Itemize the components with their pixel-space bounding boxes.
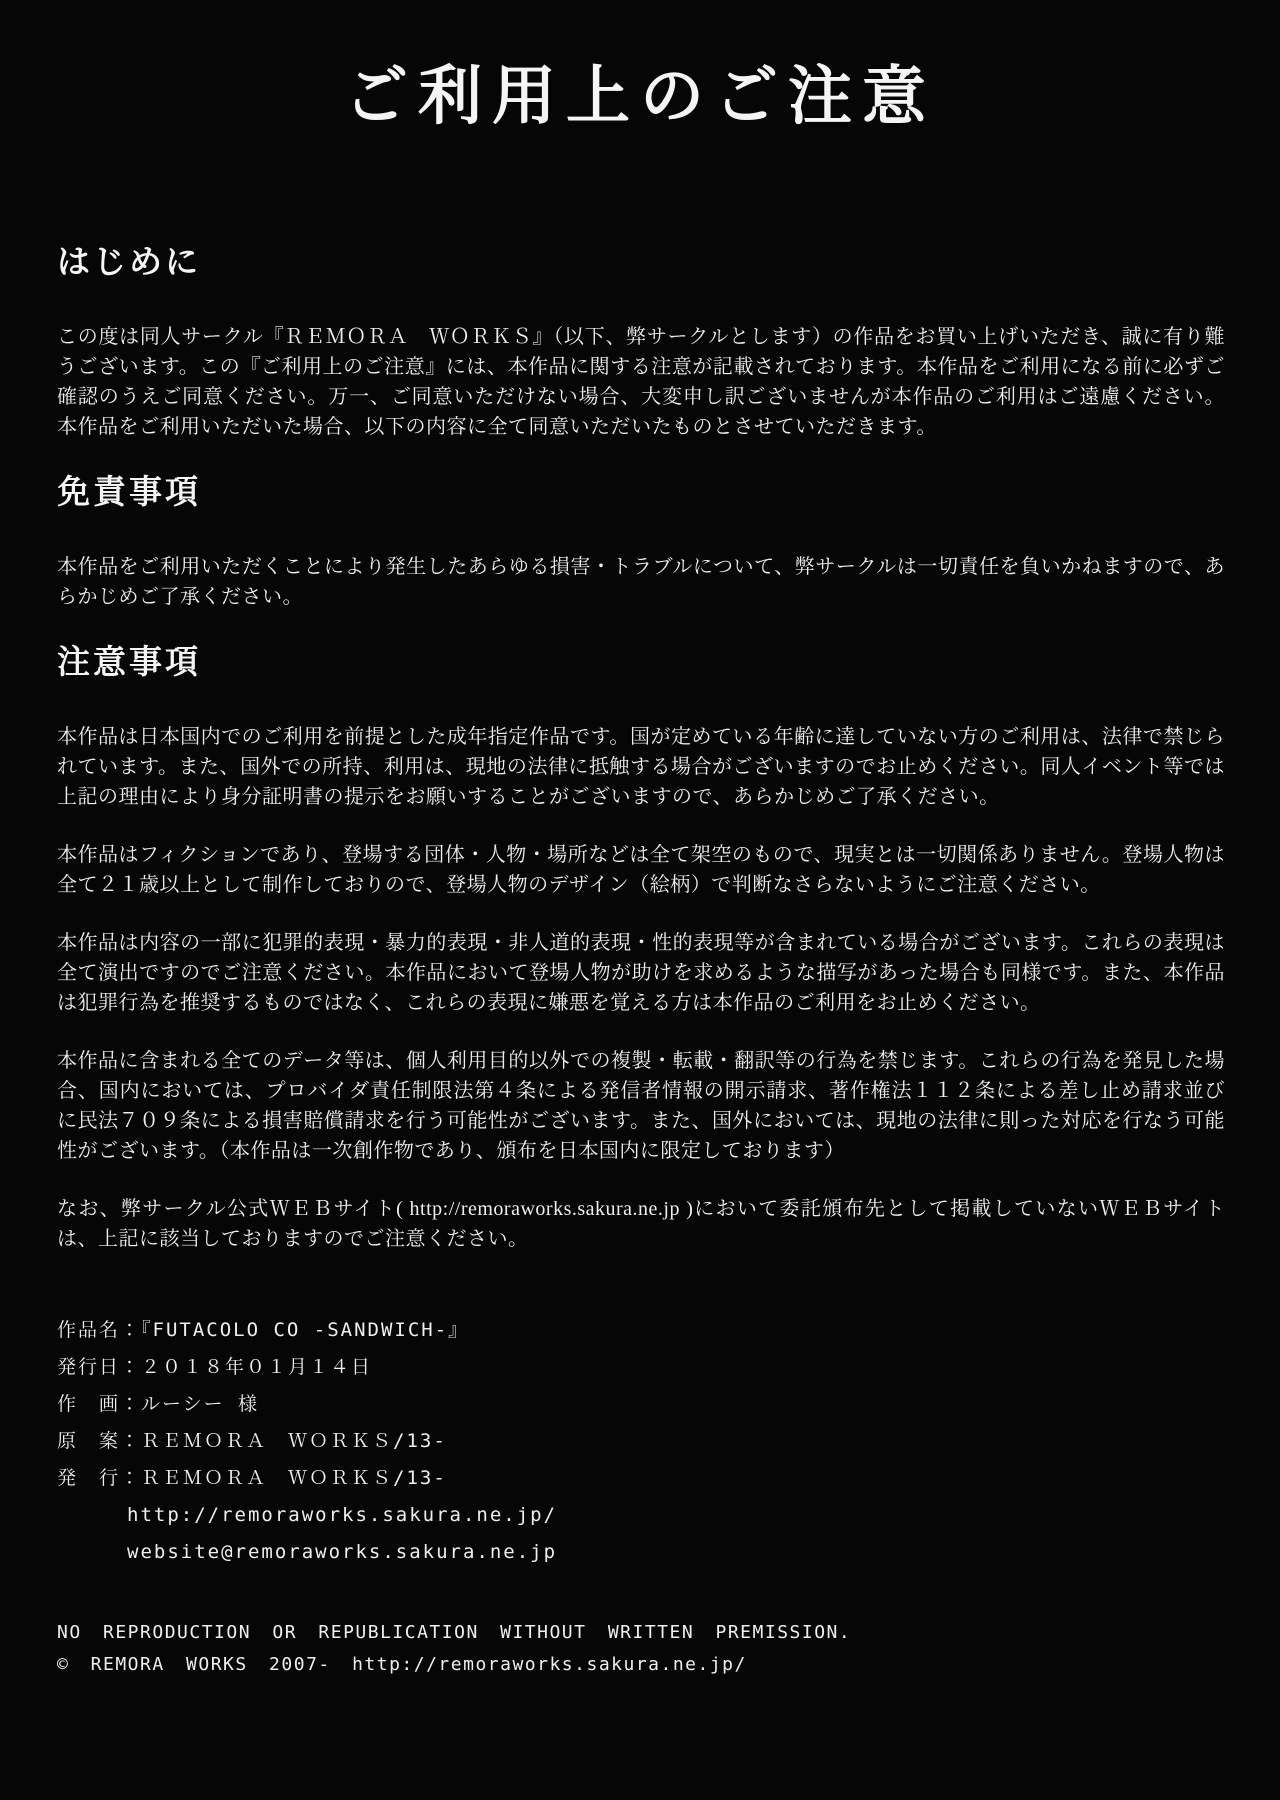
introduction-paragraph: この度は同人サークル『ＲＥＭＯＲＡ ＷＯＲＫＳ』（以下、弊サークルとします）の作品をお買い上げいただき、誠に有り難うございます。この『ご利用上のご注意』には、本作品に関する注意が記載されております。本作品をご利用になる前に必ずご確認のうえご同意ください。万一、ご同意いただけない場合、大変申し訳ございませんが本作品のご利用はご遠慮ください。本作品をご利用いただいた場合、以下の内容に全て同意いただいたものとさせていただきます。 xyxy=(57,325,1225,438)
colophon-artist: 作 画：ルーシー 様 xyxy=(57,1392,260,1415)
page-content xyxy=(57,240,1225,1681)
footer-no-reproduction-notice: NO REPRODUCTION OR REPUBLICATION WITHOUT WRITTEN PREMISSION. xyxy=(57,1621,852,1643)
colophon-original-plan: 原 案：ＲＥＭＯＲＡ ＷＯＲＫＳ/13- xyxy=(57,1429,447,1452)
footer-copyright: © REMORA WORKS 2007- http://remoraworks.sakura.ne.jp/ xyxy=(57,1653,747,1675)
colophon xyxy=(57,1312,1225,1571)
page-title: ご利用上のご注意 xyxy=(344,61,936,132)
precautions-paragraph-age-restriction: 本作品は日本国内でのご利用を前提とした成年指定作品です。国が定めている年齢に達していない方のご利用は、法律で禁じられています。また、国外での所持、利用は、現地の法律に抵触する場合がございますのでお止めください。同人イベント等では上記の理由により身分証明書の提示をお願いすることがございますので、あらかじめご了承ください。 xyxy=(57,725,1225,808)
colophon-work-title: 作品名：『FUTACOLO CO -SANDWICH-』 xyxy=(57,1318,470,1341)
colophon-contact-email: website@remoraworks.sakura.ne.jp xyxy=(127,1540,558,1563)
page-footer xyxy=(57,1617,1225,1681)
precautions-paragraph-copyright: 本作品に含まれる全てのデータ等は、個人利用目的以外での複製・転載・翻訳等の行為を禁じます。これらの行為を発見した場合、国内においては、プロバイダ責任制限法第４条による発信者情報の開示請求、著作権法１１２条による差し止め請求並びに民法７０９条による損害賠償請求を行う可能性がございます。また、国外においては、現地の法律に則った対応を行なう可能性がございます。（本作品は一次創作物であり、頒布を日本国内に限定しております） xyxy=(57,1049,1225,1162)
colophon-publish-date: 発行日：２０１８年０１月１４日 xyxy=(57,1355,373,1378)
section-heading-introduction: はじめに xyxy=(57,244,201,281)
precautions-paragraph-expressions: 本作品は内容の一部に犯罪的表現・暴力的表現・非人道的表現・性的表現等が含まれている場合がございます。これらの表現は全て演出ですのでご注意ください。本作品において登場人物が助けを求めるような描写があった場合も同様です。また、本作品は犯罪行為を推奨するものではなく、これらの表現に嫌悪を覚える方は本作品のご利用をお止めください。 xyxy=(57,931,1225,1014)
colophon-publisher: 発 行：ＲＥＭＯＲＡ ＷＯＲＫＳ/13- xyxy=(57,1466,447,1489)
section-heading-disclaimer: 免責事項 xyxy=(57,474,201,511)
section-heading-precautions: 注意事項 xyxy=(57,644,201,681)
precautions-paragraph-website: なお、弊サークル公式ＷＥＢサイト( http://remoraworks.sakura.ne.jp )において委託頒布先として掲載していないＷＥＢサイトは、上記に該当しておりますのでご注意ください。 xyxy=(57,1197,1225,1250)
disclaimer-paragraph: 本作品をご利用いただくことにより発生したあらゆる損害・トラブルについて、弊サークルは一切責任を負いかねますので、あらかじめご了承ください。 xyxy=(57,555,1225,608)
colophon-website-url: http://remoraworks.sakura.ne.jp/ xyxy=(127,1503,558,1526)
precautions-paragraph-fiction: 本作品はフィクションであり、登場する団体・人物・場所などは全て架空のもので、現実とは一切関係ありません。登場人物は全て２１歳以上として制作しておりので、登場人物のデザイン（絵柄）で判断なさらないようにご注意ください。 xyxy=(57,843,1225,896)
